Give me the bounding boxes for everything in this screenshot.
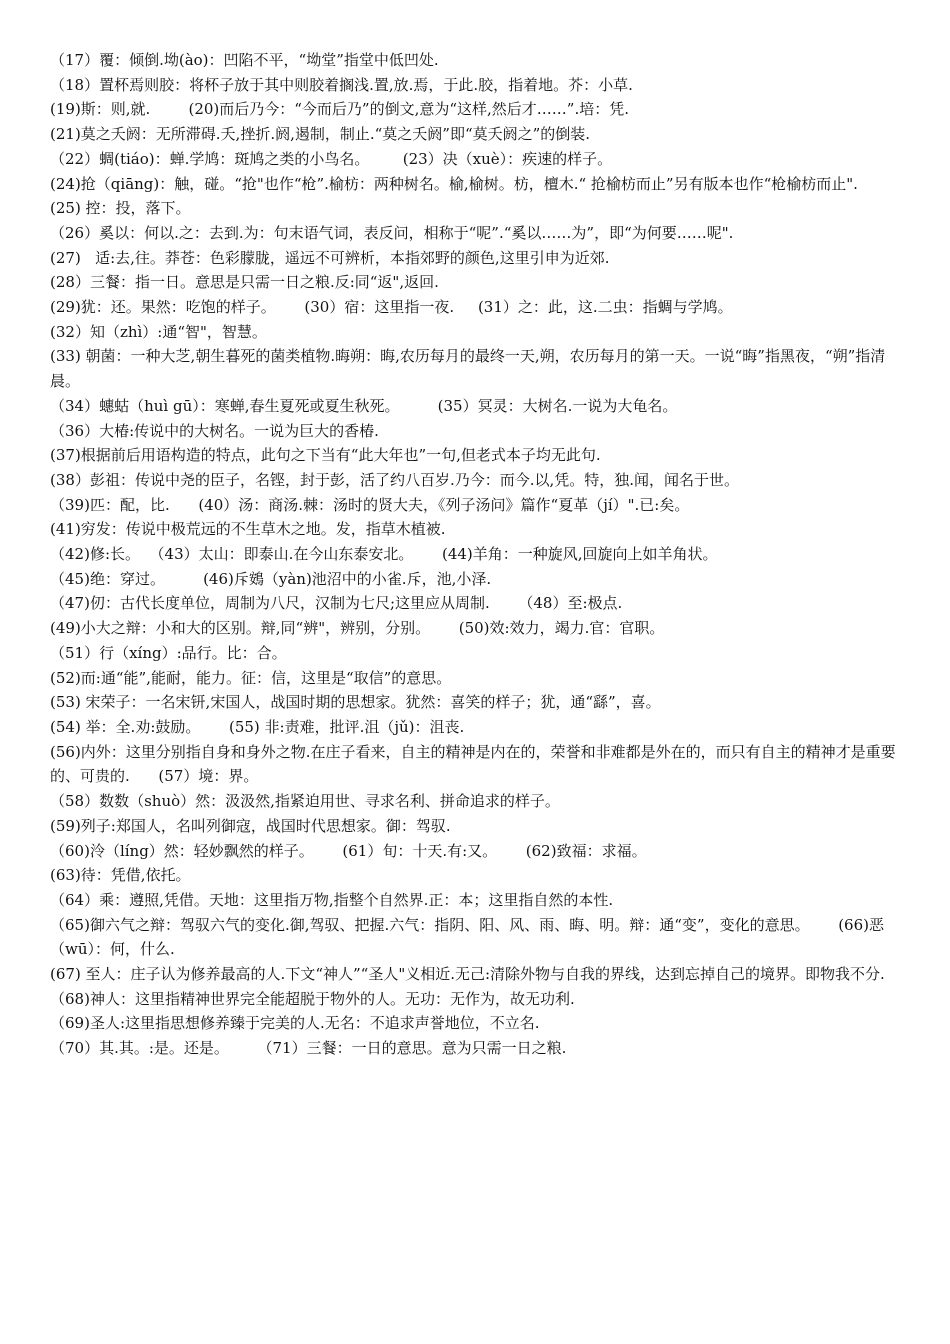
note-33: (33) 朝菌：一种大芝,朝生暮死的菌类植物.晦朔：晦,农历每月的最终一天,朔，农历每月的第一天。一说“晦”指黑夜，“朔”指清晨。: [50, 347, 886, 391]
note-70-71: （70）其.其。:是。还是。 （71）三餐：一日的意思。意为只需一日之粮.: [50, 1039, 567, 1058]
note-18: （18）置杯焉则胶：将杯子放于其中则胶着搁浅.置,放.焉，于此.胶，指着地。芥：小草.: [50, 75, 633, 94]
note-21: (21)莫之夭阏：无所滞碍.夭,挫折.阏,遏制，制止.“莫之夭阏”即“莫夭阏之”的倒装.: [50, 125, 591, 144]
note-27: (27) 适:去,往。莽苍：色彩朦胧，遥远不可辨析，本指郊野的颜色,这里引申为近郊.: [50, 248, 610, 267]
note-36: （36）大椿:传说中的大树名。一说为巨大的香椿.: [50, 421, 379, 440]
note-67: (67) 至人：庄子认为修养最高的人.下文“神人”“圣人"义相近.无己:清除外物与自我的界线，达到忘掉自己的境界。即物我不分.: [50, 965, 885, 984]
note-69: （69)圣人:这里指思想修养臻于完美的人.无名：不追求声誉地位，不立名.: [50, 1014, 540, 1033]
note-64: （64）乘：遵照,凭借。天地：这里指万物,指整个自然界.正：本；这里指自然的本性.: [50, 890, 614, 909]
note-47-48: （47)仞：古代长度单位，周制为八尺，汉制为七尺;这里应从周制. （48）至:极点.: [50, 594, 623, 613]
note-58: （58）数数（shuò）然：汲汲然,指紧迫用世、寻求名利、拼命追求的样子。: [50, 792, 560, 811]
note-38: (38）彭祖：传说中尧的臣子，名铿，封于彭，活了约八百岁.乃今：而今.以,凭。特，独.闻，闻名于世。: [50, 470, 740, 489]
note-32: (32）知（zhì）:通“智"，智慧。: [50, 322, 267, 341]
note-34-35: （34）蟪蛄（huì gū）：寒蝉,春生夏死或夏生秋死。 (35）冥灵：大树名.一说为大龟名。: [50, 396, 678, 415]
note-63: (63)待：凭借,依托。: [50, 866, 191, 885]
note-26: （26）奚以：何以.之：去到.为：句末语气词，表反问，相称于“呢”.“奚以……为”，即“为何要……呢".: [50, 223, 734, 242]
note-68: （68)神人：这里指精神世界完全能超脱于物外的人。无功：无作为，故无功利.: [50, 989, 575, 1008]
note-29-31: (29)犹：还。果然：吃饱的样子。 (30）宿：这里指一夜. (31）之：此，这.二虫：指蜩与学鸠。: [50, 298, 733, 317]
note-60-62: （60)泠（líng）然：轻妙飘然的样子。 (61）旬：十天.有:又。 (62)致福：求福。: [50, 841, 647, 860]
note-42-44: （42)修:长。 （43）太山：即泰山.在今山东泰安北。 (44)羊角：一种旋风,回旋向上如羊角状。: [50, 545, 718, 564]
note-41: (41)穷发：传说中极荒远的不生草木之地。发，指草木植被.: [50, 520, 446, 539]
note-22-23: （22）蜩(tiáo)：蝉.学鸠：斑鸠之类的小鸟名。 (23）决（xuè）：疾速的样子。: [50, 149, 613, 168]
note-17: （17）覆：倾倒.坳(ào)：凹陷不平，“坳堂”指堂中低凹处.: [50, 51, 439, 69]
note-19-20: (19)斯：则,就. (20)而后乃今：“今而后乃”的倒文,意为“这样,然后才……”.培：凭.: [50, 100, 630, 119]
note-52: (52)而:通“能”,能耐，能力。征：信，这里是“取信”的意思。: [50, 668, 452, 687]
note-39-40: （39)匹：配，比. (40）汤：商汤.棘：汤时的贤大夫，《列子汤问》篇作“夏革（jí）".已:矣。: [50, 495, 690, 514]
note-37: (37)根据前后用语构造的特点，此句之下当有“此大年也”一句,但老式本子均无此句.: [50, 446, 601, 465]
note-45-46: （45)绝：穿过。 (46)斥鴳（yàn)池沼中的小雀.斥，池,小泽.: [50, 569, 492, 588]
note-65-66: （65)御六气之辩：驾驭六气的变化.御,驾驭、把握.六气：指阴、阳、风、雨、晦、明。辩：通“变”，变化的意思。 (66)恶（wū）：何，什么.: [50, 915, 884, 959]
note-24-25: (24)抢（qiāng)：触，碰。“抢"也作“枪”.榆枋：两种树名。榆,榆树。枋，檀木.“ 抢榆枋而止”另有版本也作“枪榆枋而止". (25) 控：投，落下。: [50, 174, 897, 218]
note-51: （51）行（xíng）:品行。比：合。: [50, 643, 287, 662]
note-49-50: (49)小大之辩：小和大的区别。辩,同“辨"，辨别，分别。 (50)效:效力，竭力.官：官职。: [50, 619, 665, 638]
note-56-57: (56)内外：这里分别指自身和身外之物.在庄子看来，自主的精神是内在的，荣誉和非难都是外在的，而只有自主的精神才是重要的、可贵的. (57）境：界。: [50, 742, 896, 786]
note-53: (53) 宋荣子：一名宋钘,宋国人，战国时期的思想家。犹然：喜笑的样子；犹，通“繇”，喜。: [50, 693, 661, 712]
note-28: (28）三餐：指一日。意思是只需一日之粮.反:同“返",返回.: [50, 273, 439, 292]
note-59: (59)列子:郑国人，名叫列御寇，战国时代思想家。御：驾驭.: [50, 816, 451, 835]
note-54-55: (54) 举：全.劝:鼓励。 (55) 非:责难，批评.沮（jǔ)：沮丧.: [50, 717, 465, 736]
